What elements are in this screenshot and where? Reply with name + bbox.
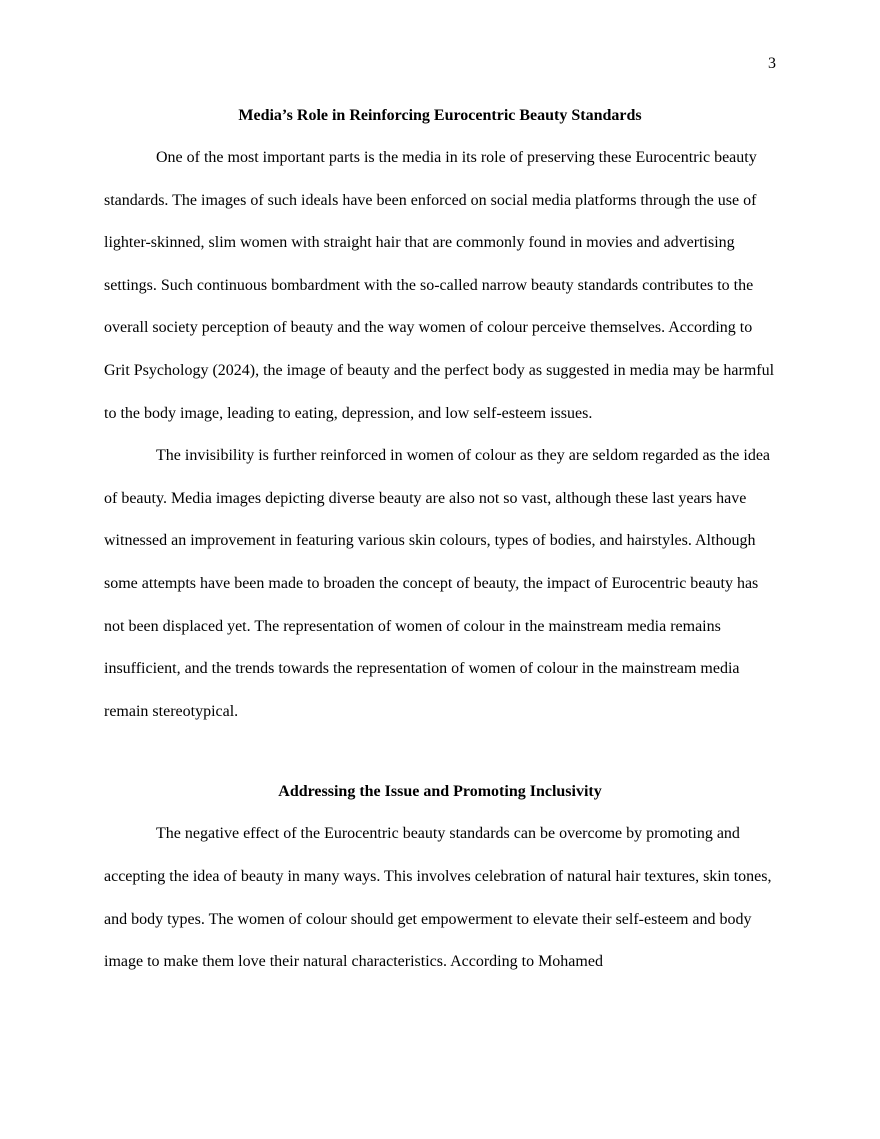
body-paragraph: The invisibility is further reinforced in women of colour as they are seldom regarded as the idea of beauty. Media images depicting diverse beauty are also not so vast, although these last years have witnessed an improvement in featuring various skin colours, types of bodies, and hairstyles. Although some attempts have been made to broaden the concept of beauty, the impact of Eurocentric beauty has not been displaced yet. The representation of women of colour in the mainstream media remains insufficient, and the trends towards the representation of women of colour in the mainstream media remain stereotypical.	[104, 447, 771, 720]
body-paragraph: The negative effect of the Eurocentric beauty standards can be overcome by promoting and accepting the idea of beauty in many ways. This involves celebration of natural hair textures, skin tones, and body types. The women of colour should get empowerment to elevate their self-esteem and body image to make them love their natural characteristics. According to Mohamed	[104, 825, 772, 971]
page-number: 3	[768, 55, 776, 72]
section-addressing-issue	[104, 780, 776, 983]
section-heading: Media’s Role in Reinforcing Eurocentric Beauty Standards	[238, 107, 642, 124]
document-body	[104, 104, 776, 984]
body-paragraph: One of the most important parts is the media in its role of preserving these Eurocentric beauty standards. The images of such ideals have been enforced on social media platforms through the use of lighter-skinned, slim women with straight hair that are commonly found in movies and advertising settings. Such continuous bombardment with the so-called narrow beauty standards contributes to the overall society perception of beauty and the way women of colour perceive themselves. According to Grit Psychology (2024), the image of beauty and the perfect body as suggested in media may be harmful to the body image, leading to eating, depression, and low self-esteem issues.	[104, 149, 775, 422]
section-heading: Addressing the Issue and Promoting Inclusivity	[278, 783, 602, 801]
section-media-role	[104, 104, 776, 733]
